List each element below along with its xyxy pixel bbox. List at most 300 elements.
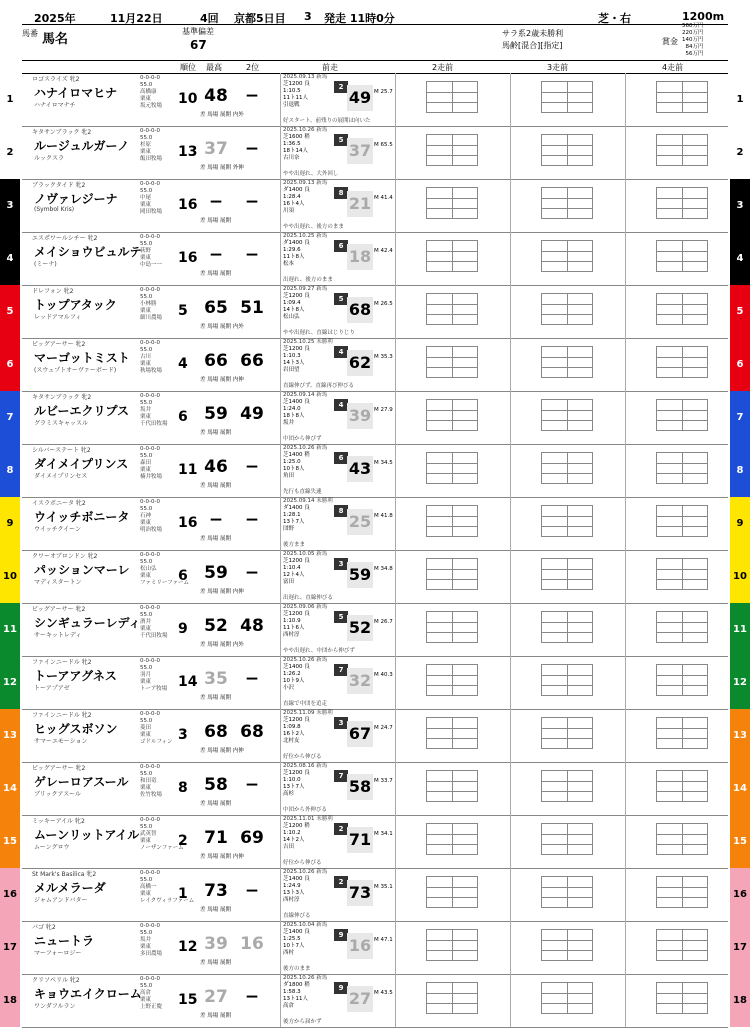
- horse-name[interactable]: ムーンリットアイル: [34, 828, 140, 842]
- race-line: 1:10.9: [283, 618, 301, 624]
- empty-grid: [426, 717, 478, 749]
- empty-grid: [426, 293, 478, 325]
- rank: 1: [178, 886, 188, 902]
- race-line: 1:29.6: [283, 247, 301, 253]
- jockey-line: 55.0: [140, 241, 153, 247]
- horse-number-right: 1: [730, 73, 750, 126]
- dam: マディスタートン: [34, 579, 82, 586]
- race-line: 松本: [283, 261, 295, 267]
- horse-name[interactable]: ヒッグスボソン: [34, 722, 118, 736]
- race-line: 芝1400 良: [283, 664, 310, 670]
- race-comment: 直線で中団を追走: [283, 701, 328, 707]
- race-index: 18: [347, 244, 373, 270]
- jockey-line: 古川: [140, 354, 152, 360]
- horse-name[interactable]: ダイメイプリンス: [34, 457, 129, 471]
- index-second: −: [244, 245, 260, 265]
- race-line: 1:25.0: [283, 459, 301, 465]
- jockey-line: 坂井: [140, 407, 152, 413]
- horse-number: 3: [0, 179, 20, 232]
- horse-number-right: 18: [730, 974, 750, 1027]
- horse-name[interactable]: ハナイロマヒナ: [34, 86, 118, 100]
- race-place: 3: [334, 558, 348, 570]
- empty-grid: [541, 240, 593, 272]
- empty-grid: [426, 452, 478, 484]
- race-result: M 41.4: [374, 195, 393, 201]
- rank: 5: [178, 303, 188, 319]
- race-line: 1:28.4: [283, 194, 301, 200]
- prev4-head: 4走前: [662, 63, 684, 72]
- jockey-line: 55.0: [140, 347, 153, 353]
- jockey-line: 菱田: [140, 725, 152, 731]
- race-index: 73: [347, 880, 373, 906]
- horse-number: 16: [0, 868, 20, 921]
- race-result: M 34.5: [374, 460, 393, 466]
- jockey-line: 上野正慶: [140, 1004, 163, 1010]
- horse-number-right: 10: [730, 550, 750, 603]
- jockey-line: 栗東: [140, 361, 152, 367]
- horse-number-right: 16: [730, 868, 750, 921]
- race-comment: 出遅れ、後方のまま: [283, 277, 333, 283]
- prev-race[interactable]: [280, 656, 396, 709]
- prev4-race: [625, 550, 729, 603]
- race-line: 16ト2人: [283, 731, 305, 737]
- empty-grid: [426, 240, 478, 272]
- prev2-race: [395, 126, 511, 179]
- jockey-line: 栗東: [140, 255, 152, 261]
- empty-grid: [541, 717, 593, 749]
- prev3-race: [510, 444, 626, 497]
- dam: トーアプアゼ: [34, 685, 70, 692]
- prev-race[interactable]: [280, 603, 396, 656]
- empty-grid: [656, 81, 708, 113]
- prev-race[interactable]: [280, 497, 396, 550]
- race-lines: [283, 81, 333, 109]
- index-top: 48: [204, 86, 228, 106]
- index-second: −: [244, 987, 260, 1007]
- jockey-line: 55.0: [140, 877, 153, 883]
- sire: ビッグアーサー 牝2: [32, 765, 86, 772]
- dam: ジャムアンドバター: [34, 897, 88, 904]
- horse-name[interactable]: シンギュラーレディ: [34, 616, 141, 630]
- horse-number: 5: [0, 285, 20, 338]
- jockey-line: 中島一一: [140, 262, 163, 268]
- prev2-race: [395, 868, 511, 921]
- race-line: 10ト9人: [283, 678, 305, 684]
- tag-bar: 差 馬場 展開: [200, 536, 231, 542]
- jockey-line: 和田竜: [140, 778, 157, 784]
- empty-grid: [426, 823, 478, 855]
- prev4-race: [625, 868, 729, 921]
- prev-race[interactable]: [280, 921, 396, 974]
- horse-number: 2: [0, 126, 20, 179]
- prev4-race: [625, 656, 729, 709]
- prev4-race: [625, 444, 729, 497]
- sire: ファインニードル 牝2: [32, 712, 92, 719]
- race-lines: [283, 876, 333, 904]
- race-result: M 41.8: [374, 513, 393, 519]
- rank: 13: [178, 144, 198, 160]
- index-top: 65: [204, 298, 228, 318]
- jockey-line: 0-0-0-0: [140, 181, 160, 187]
- horse-name[interactable]: パッションマーレ: [34, 563, 130, 577]
- table-row: [6, 338, 744, 392]
- race-result: M 43.5: [374, 990, 393, 996]
- race-line: 芝1200 良: [283, 717, 310, 723]
- race-line: 引退戦: [283, 102, 300, 108]
- empty-grid: [656, 293, 708, 325]
- race-index: 62: [347, 350, 373, 376]
- race-line: 13ト11人: [283, 996, 308, 1002]
- jockey-line: 高橋一: [140, 884, 157, 890]
- prev-race[interactable]: [280, 338, 396, 391]
- race-place: 9: [334, 982, 348, 994]
- race-date: 2025.10.26 新馬: [283, 869, 328, 875]
- sire: クワーオブロンドン 牝2: [32, 553, 98, 560]
- jockey-line: 0-0-0-0: [140, 234, 160, 240]
- horse-name[interactable]: ルージュルガーノ: [34, 139, 130, 153]
- race-index: 27: [347, 986, 373, 1012]
- prev4-race: [625, 391, 729, 444]
- prev-race[interactable]: [280, 232, 396, 285]
- jockey-line: 55.0: [140, 824, 153, 830]
- empty-grid: [656, 929, 708, 961]
- horse-number: 15: [0, 815, 20, 868]
- race-line: 芝1600 稍: [283, 134, 310, 140]
- horse-name[interactable]: ノヴァレジーナ: [34, 192, 118, 206]
- race-index: 39: [347, 403, 373, 429]
- horse-number-right: 5: [730, 285, 750, 338]
- race-class: サラ系2歳未勝利: [502, 29, 564, 38]
- prev-race[interactable]: [280, 815, 396, 868]
- race-comment: 中団から外伸びる: [283, 807, 328, 813]
- empty-grid: [541, 770, 593, 802]
- race-place: 6: [334, 452, 348, 464]
- index-top: 59: [204, 563, 228, 583]
- race-line: 芝1200 良: [283, 770, 310, 776]
- prev-race[interactable]: [280, 391, 396, 444]
- jockey-line: 55.0: [140, 612, 153, 618]
- horse-number-right: 17: [730, 921, 750, 974]
- prize-list: [682, 23, 704, 58]
- empty-grid: [656, 611, 708, 643]
- prev-race[interactable]: [280, 444, 396, 497]
- race-line: 18ト14人: [283, 148, 308, 154]
- race-line: 西村淳: [283, 897, 300, 903]
- kai: 4回: [200, 12, 219, 25]
- race-lines: [283, 929, 333, 957]
- tag-bar: 差 馬場 展開: [200, 483, 231, 489]
- table-row: [3, 603, 747, 657]
- jockey-info: [140, 870, 195, 905]
- empty-grid: [656, 505, 708, 537]
- index-top: 39: [204, 934, 228, 954]
- rank: 2: [178, 833, 188, 849]
- prev-race[interactable]: [280, 762, 396, 815]
- empty-grid: [656, 346, 708, 378]
- empty-grid: [426, 81, 478, 113]
- race-place: 8: [334, 187, 348, 199]
- race-line: 芝1200 良: [283, 558, 310, 564]
- jockey-line: 荻野: [140, 248, 152, 254]
- race-line: 芝1400 稍: [283, 452, 310, 458]
- jockey-info: [140, 764, 174, 799]
- race-result: M 33.7: [374, 778, 393, 784]
- index-second: 51: [240, 298, 264, 318]
- index-second: −: [244, 775, 260, 795]
- table-row: [6, 232, 744, 286]
- jockey-line: 栗東: [140, 414, 152, 420]
- race-result: M 24.7: [374, 725, 393, 731]
- jockey-info: [140, 75, 174, 110]
- index-top: 66: [204, 351, 228, 371]
- prize-5: 56万円: [685, 51, 704, 57]
- jockey-line: 0-0-0-0: [140, 340, 160, 346]
- jockey-line: 千代田牧場: [140, 421, 168, 427]
- race-comment: 直線伸びる: [283, 913, 311, 919]
- jockey-line: 楠井牧場: [140, 474, 163, 480]
- prev-race[interactable]: [280, 974, 396, 1027]
- year: 2025年: [34, 12, 76, 25]
- horse-number: 7: [0, 391, 20, 444]
- empty-grid: [656, 664, 708, 696]
- empty-grid: [541, 664, 593, 696]
- empty-grid: [426, 664, 478, 696]
- race-result: M 34.1: [374, 831, 393, 837]
- sire: ファインニードル 牝2: [32, 659, 92, 666]
- dam: (Symbol Kris): [34, 206, 75, 213]
- empty-grid: [541, 187, 593, 219]
- horse-name[interactable]: ゲレーロアスール: [34, 775, 129, 789]
- prize-2: 220万円: [682, 30, 704, 36]
- prev3-race: [510, 179, 626, 232]
- empty-grid: [656, 770, 708, 802]
- tag-bar: 差 馬場 展開 内外: [200, 112, 244, 118]
- prev-race[interactable]: [280, 126, 396, 179]
- race-result: M 65.5: [374, 142, 393, 148]
- jockey-line: 栗東: [140, 96, 152, 102]
- race-place: 9: [334, 929, 348, 941]
- jockey-info: [140, 340, 174, 375]
- horse-name[interactable]: メルメラーダ: [34, 881, 106, 895]
- prev4-race: [625, 815, 729, 868]
- horse-number-right: 12: [730, 656, 750, 709]
- race-date: 2025.09.27 新馬: [283, 286, 328, 292]
- jockey-line: 羽月: [140, 672, 152, 678]
- race-line: 1:26.2: [283, 671, 301, 677]
- jockey-info: [140, 552, 190, 587]
- race-line: 16ト4人: [283, 201, 305, 207]
- empty-grid: [426, 346, 478, 378]
- race-index: 68: [347, 297, 373, 323]
- race-place: 5: [334, 293, 348, 305]
- prev-race[interactable]: [280, 709, 396, 762]
- prev4-race: [625, 73, 729, 126]
- prev3-race: [510, 285, 626, 338]
- sire: ビッグアーサー 牝2: [32, 606, 86, 613]
- empty-grid: [541, 558, 593, 590]
- race-line: 11ト6人: [283, 625, 305, 631]
- horse-name[interactable]: トーアアグネス: [34, 669, 117, 683]
- race-line: 11ト11人: [283, 95, 308, 101]
- jockey-line: 坂元牧場: [140, 103, 163, 109]
- race-line: 10ト7人: [283, 943, 305, 949]
- race-line: 1:10.2: [283, 830, 301, 836]
- jockey-line: トーア牧場: [140, 686, 168, 692]
- tag-bar: 差 馬場 展開: [200, 695, 231, 701]
- table-row: [6, 285, 744, 339]
- index-second: 48: [240, 616, 264, 636]
- race-line: 1:09.4: [283, 300, 301, 306]
- horse-number-right: 3: [730, 179, 750, 232]
- jockey-line: 松山弘: [140, 566, 157, 572]
- jockey-line: 高橋康: [140, 89, 157, 95]
- prev3-head: 3走前: [547, 63, 569, 72]
- prev-race[interactable]: [280, 179, 396, 232]
- race-line: 1:36.5: [283, 141, 301, 147]
- empty-grid: [426, 505, 478, 537]
- race-line: ダ1800 稍: [283, 982, 310, 988]
- horse-name[interactable]: トップアタック: [34, 298, 117, 312]
- dam: ウイッチクイーン: [34, 526, 82, 533]
- jockey-line: 栗東: [140, 997, 152, 1003]
- race-lines: [283, 982, 333, 1010]
- race-result: M 47.1: [374, 937, 393, 943]
- prev2-race: [395, 921, 511, 974]
- horse-number-right: 13: [730, 709, 750, 762]
- index-top: 27: [204, 987, 228, 1007]
- jockey-line: 小林勝: [140, 301, 157, 307]
- race-date: 2025.09.06 新馬: [283, 604, 328, 610]
- race-line: 1:24.9: [283, 883, 301, 889]
- race-comment: 直線伸びず、直線再び伸びる: [283, 383, 355, 389]
- index-top: 37: [204, 139, 228, 159]
- jockey-line: 0-0-0-0: [140, 128, 160, 134]
- jockey-line: 0-0-0-0: [140, 287, 160, 293]
- jockey-line: 杉原: [140, 142, 152, 148]
- prev-race[interactable]: [280, 868, 396, 921]
- rank: 6: [178, 409, 188, 425]
- jockey-line: 森田: [140, 460, 152, 466]
- column-header: [22, 60, 728, 74]
- race-comment: 好位から伸びる: [283, 860, 322, 866]
- horse-name[interactable]: マーゴットミスト: [34, 351, 130, 365]
- table-row: [3, 550, 747, 604]
- index-second: −: [244, 86, 260, 106]
- base-label: 基準偏差: [182, 27, 214, 36]
- jockey-line: 栗東: [140, 679, 152, 685]
- race-lines: [283, 558, 333, 586]
- table-row: [6, 179, 744, 233]
- index-top: 73: [204, 881, 228, 901]
- tag-bar: 差 馬場 展開: [200, 1013, 231, 1019]
- sire: ミッキーアイル 牝2: [32, 818, 85, 825]
- race-line: 松山弘: [283, 314, 300, 320]
- rank: 16: [178, 250, 198, 266]
- race-line: 1:25.5: [283, 936, 301, 942]
- index-second: 68: [240, 722, 264, 742]
- race-index: 21: [347, 191, 373, 217]
- tag-bar: 差 馬場 展開 内伸: [200, 589, 244, 595]
- prize-4: 84万円: [685, 44, 704, 50]
- race-lines: [283, 293, 333, 321]
- index-second: −: [244, 192, 260, 212]
- empty-grid: [426, 611, 478, 643]
- race-line: 芝1200 稍: [283, 823, 310, 829]
- horse-name[interactable]: ニュートラ: [34, 934, 95, 948]
- race-date: 2025.11.09 未勝利: [283, 710, 333, 716]
- race-result: M 25.7: [374, 89, 393, 95]
- prev3-race: [510, 391, 626, 444]
- rank: 14: [178, 674, 198, 690]
- jockey-line: 0-0-0-0: [140, 711, 160, 717]
- index-top: −: [208, 192, 224, 212]
- prev3-race: [510, 868, 626, 921]
- empty-grid: [541, 929, 593, 961]
- table-row: [6, 391, 744, 445]
- jockey-line: 55.0: [140, 188, 153, 194]
- race-result: M 42.4: [374, 248, 393, 254]
- rank: 16: [178, 197, 198, 213]
- dam: (ミーナ): [34, 261, 57, 268]
- prev2-race: [395, 338, 511, 391]
- dam: (スウェプトオーヴァーボード): [34, 367, 117, 374]
- prev-race[interactable]: [280, 73, 396, 126]
- jockey-line: 55.0: [140, 82, 153, 88]
- name-label: 馬名: [42, 32, 69, 47]
- horse-name[interactable]: ルビーエクリプス: [34, 404, 130, 418]
- jockey-line: 中尾: [140, 195, 152, 201]
- prev2-race: [395, 815, 511, 868]
- prev3-race: [510, 921, 626, 974]
- race-line: ダ1400 良: [283, 240, 310, 246]
- race-lines: [283, 823, 333, 851]
- base-value: 67: [190, 38, 207, 52]
- prev2-race: [395, 974, 511, 1027]
- prev3-race: [510, 73, 626, 126]
- jockey-line: レイクヴィラファーム: [140, 898, 195, 904]
- empty-grid: [656, 558, 708, 590]
- tag-bar: 差 馬場 展開: [200, 907, 231, 913]
- table-row: [3, 709, 747, 763]
- race-line: 角田: [283, 473, 295, 479]
- prev2-head: 2走前: [432, 63, 454, 72]
- prev-race[interactable]: [280, 285, 396, 338]
- horse-name[interactable]: メイショウビュルテ: [34, 245, 142, 259]
- horse-name[interactable]: キョウエイクローム: [34, 987, 142, 1001]
- index-second: −: [244, 563, 260, 583]
- race-index: 67: [347, 721, 373, 747]
- index-second: −: [244, 881, 260, 901]
- prev-race[interactable]: [280, 550, 396, 603]
- index-top: −: [208, 510, 224, 530]
- prev2-race: [395, 550, 511, 603]
- jockey-line: 55.0: [140, 665, 153, 671]
- race-lines: [283, 399, 333, 427]
- empty-grid: [656, 452, 708, 484]
- empty-grid: [656, 399, 708, 431]
- horse-name[interactable]: ウイッチボニータ: [34, 510, 130, 524]
- tag-bar: 差 馬場 展開 外伸: [200, 165, 244, 171]
- rank: 10: [178, 91, 198, 107]
- race-index: 59: [347, 562, 373, 588]
- course: 芝・右: [598, 12, 631, 25]
- jockey-line: 0-0-0-0: [140, 499, 160, 505]
- table-row: [3, 921, 747, 975]
- race-comment: 好位から伸びる: [283, 754, 322, 760]
- table-row: [3, 868, 747, 922]
- horse-number: 10: [0, 550, 20, 603]
- index-top: 46: [204, 457, 228, 477]
